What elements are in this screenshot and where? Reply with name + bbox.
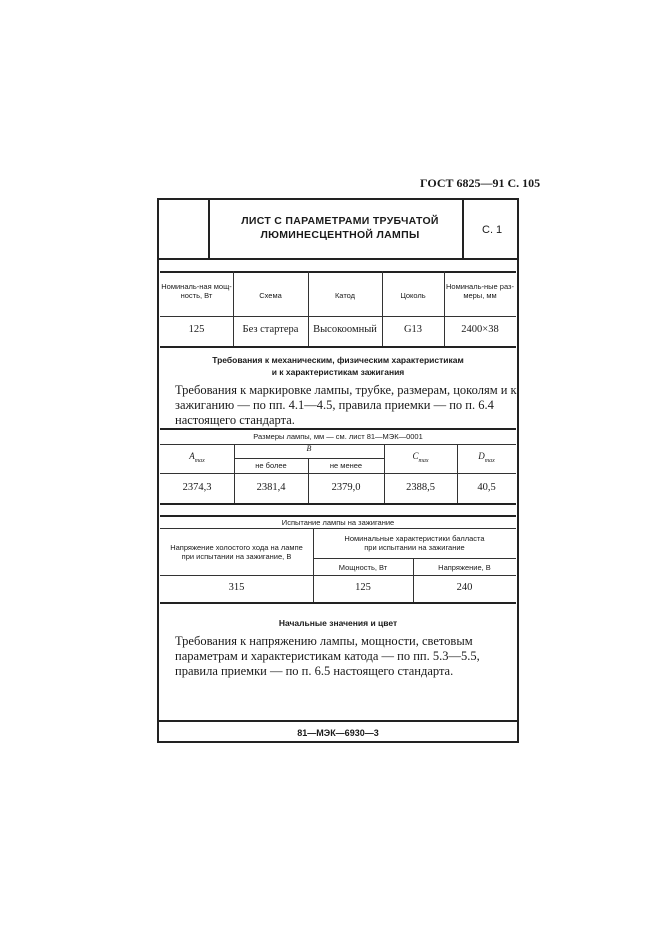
section-mechanical-title-line1: Требования к механическим, физическим характеристикам bbox=[212, 355, 464, 365]
section-mechanical-title bbox=[160, 354, 516, 378]
dims-b-subrule bbox=[234, 458, 384, 459]
dims-header-d-letter: D bbox=[478, 451, 485, 461]
ignition-table-top-rule bbox=[160, 515, 516, 517]
ignition-cell-voltage: 315 bbox=[228, 582, 245, 593]
dims-header-c-sub: max bbox=[418, 457, 429, 464]
dims-table-top-rule bbox=[160, 428, 516, 430]
dims-header-d bbox=[457, 451, 516, 464]
dims-header-b-min: не более bbox=[255, 461, 287, 470]
dims-header-d-sub: max bbox=[484, 457, 495, 464]
frame-left-border bbox=[157, 198, 159, 741]
section-initial-text: Требования к напряжению лампы, мощности, световым параметрам и характеристикам катода — по пп. 5.3—5.5, правила приемки — по п. 6.5 настоящего стандарта. bbox=[175, 634, 480, 678]
params-cell-dimensions: 2400×38 bbox=[461, 324, 499, 335]
dims-header-b-max: не менее bbox=[329, 461, 363, 470]
sheet-title bbox=[230, 214, 450, 242]
ignition-header-power: Мощность, Вт bbox=[338, 563, 388, 572]
title-right-divider bbox=[462, 198, 464, 258]
footer-top-rule bbox=[157, 720, 519, 722]
dims-cell-b-min: 2381,4 bbox=[256, 482, 286, 493]
params-cell-cathode: Высокоомный bbox=[313, 324, 377, 335]
frame-top-rule bbox=[157, 198, 519, 200]
sheet-title-line2: ЛЮМИНЕСЦЕНТНОЙ ЛАМПЫ bbox=[260, 229, 420, 241]
params-header-base: Цоколь bbox=[400, 291, 426, 300]
dims-header-a bbox=[160, 451, 234, 464]
ignition-header-ballast-line2: при испытании на зажигание bbox=[364, 543, 465, 552]
ignition-ballast-subrule bbox=[313, 558, 516, 559]
dims-cell-c: 2388,5 bbox=[406, 482, 435, 493]
title-bottom-rule bbox=[157, 258, 519, 260]
params-header-power: Номиналь-ная мощ-ность, Вт bbox=[161, 282, 232, 300]
ignition-header-voltage-line1: Напряжение холостого хода на лампе bbox=[170, 543, 303, 552]
frame-bottom-rule bbox=[157, 741, 519, 743]
section-initial-title: Начальные значения и цвет bbox=[278, 618, 398, 628]
dims-header-a-sub: max bbox=[194, 457, 205, 464]
dims-table-bottom-rule bbox=[160, 503, 516, 505]
dims-caption: Размеры лампы, мм — см. лист 81—МЭК—0001 bbox=[253, 432, 423, 441]
title-left-divider bbox=[208, 198, 210, 258]
ignition-caption-rule bbox=[160, 528, 516, 529]
params-cell-power: 125 bbox=[188, 324, 205, 335]
ignition-header-voltage-line2: при испытании на зажигание, В bbox=[181, 552, 292, 561]
params-header-dimensions: Номиналь-ные раз-меры, мм bbox=[445, 282, 514, 300]
ignition-header-ballast-line1: Номинальные характеристики балласта bbox=[344, 534, 485, 543]
ignition-header-ballast bbox=[313, 534, 516, 552]
ignition-caption: Испытание лампы на зажигание bbox=[281, 518, 395, 527]
params-table-top-rule bbox=[160, 271, 516, 273]
ignition-cell-ballast-voltage: 240 bbox=[456, 582, 473, 593]
dims-header-c bbox=[384, 451, 457, 464]
standard-reference: ГОСТ 6825—91 С. 105 bbox=[420, 176, 541, 190]
ignition-header-ballast-voltage: Напряжение, В bbox=[438, 563, 491, 572]
dims-header-c-letter: C bbox=[412, 451, 419, 461]
params-cell-scheme: Без стартера bbox=[242, 324, 299, 335]
params-header-scheme: Схема bbox=[259, 291, 282, 300]
ignition-header-rule bbox=[160, 575, 516, 576]
sheet-number: С. 1 bbox=[482, 224, 503, 236]
footer-code: 81—МЭК—6930—3 bbox=[297, 728, 379, 738]
dims-cell-d: 40,5 bbox=[477, 482, 496, 493]
ignition-table-bottom-rule bbox=[160, 602, 516, 604]
dims-header-rule bbox=[160, 473, 516, 474]
params-header-cathode: Катод bbox=[334, 291, 356, 300]
section-mechanical-text: Требования к маркировке лампы, трубке, размерам, цоколям и к зажиганию — по пп. 4.1—4.5, правила приемки — по п. 6.4 настоящего стандарта. bbox=[175, 383, 517, 427]
params-table-bottom-rule bbox=[160, 346, 516, 348]
dims-cell-b-max: 2379,0 bbox=[331, 482, 361, 493]
params-header-rule bbox=[160, 316, 516, 317]
params-cell-base: G13 bbox=[403, 324, 423, 335]
ignition-cell-power: 125 bbox=[355, 582, 371, 593]
dims-cell-a: 2374,3 bbox=[182, 482, 212, 493]
ignition-header-voltage bbox=[160, 543, 313, 561]
sheet-title-line1: ЛИСТ С ПАРАМЕТРАМИ ТРУБЧАТОЙ bbox=[241, 215, 439, 227]
dims-header-b: B bbox=[306, 444, 312, 453]
section-mechanical-title-line2: и к характеристикам зажигания bbox=[271, 367, 405, 377]
dims-header-a-letter: A bbox=[189, 451, 195, 461]
